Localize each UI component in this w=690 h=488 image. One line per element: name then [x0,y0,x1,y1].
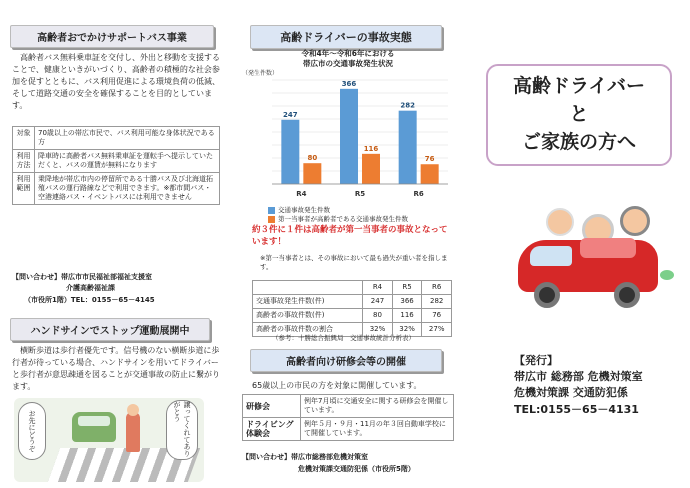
table-source: （参考：十勝総合振興局 交通事故統計分析表） [272,334,415,342]
cover-title-card [486,64,672,166]
issuer-label: 【発行】 [514,354,558,367]
row-text: 乗降地が帯広市内の停留所である十勝バス及び北海道拓殖バスの運行路線などで利用できます。※都市間バス・空港連絡バス・イベントバスには利用できません [35,173,220,205]
cell: 282 [422,295,452,309]
bar-elderly-R5 [362,154,380,184]
crosswalk-illustration [14,398,204,482]
wheel-icon [614,282,640,308]
y-axis-label: （発生件数） [242,70,279,77]
th [253,281,363,295]
row-label: 利用範囲 [13,173,35,205]
cell: 交通事故発生件数(件) [253,295,363,309]
training-section-title: 高齢者向け研修会等の開催 [250,349,442,372]
chart-title-1: 令和4年～令和6年における [301,49,395,58]
row-label: 研修会 [243,395,301,418]
bus-contact-2: 介護高齢福祉課 [66,284,115,292]
bus-description: 高齢者バス無料乗車証を交付し、外出と移動を支援することで、健康といきがいづくり、高齢者の積極的な社会参加を促すとともに、バス利用促進による環境負荷の低減、そして道路交通の安全を確保することを目的としています。 [12,53,220,110]
data-label: 366 [341,79,357,88]
accident-table [252,280,452,337]
th: R5 [392,281,422,295]
cover-title-2: と [569,103,589,125]
family-car-illustration [510,196,680,316]
cell: 76 [422,309,452,323]
cover-title-3: ご家族の方へ [521,131,636,153]
x-tick-label: R4 [296,190,307,198]
bus-contact-3: （市役所1階）TEL：0155－65－4145 [24,296,155,304]
table-row [243,418,454,441]
data-label: 116 [363,144,379,153]
x-tick-label: R6 [413,190,424,198]
training-table [242,394,454,441]
x-tick-label: R5 [354,190,366,198]
row-text: 降車時に高齢者バス無料乗車証を運転手へ提示していただくと、バスの運賃が無料になります [35,150,220,173]
row-label: ドライビング体験会 [243,418,301,441]
legend-label-1: 交通事故発生件数 [278,206,330,214]
cell: 366 [392,295,422,309]
row-text: 70歳以上の帯広市民で、バス利用可能な身体状況である方 [35,127,220,150]
issuer-tel: TEL:0155－65－4131 [514,403,639,416]
cell: 116 [392,309,422,323]
cell: 32% [363,323,393,337]
issuer-line-1: 帯広市 総務部 危機対策室 [514,370,643,383]
data-label: 247 [283,110,298,119]
training-contact-1: 【問い合わせ】帯広市総務部危機対策室 [242,453,368,461]
cell: 32% [392,323,422,337]
row-text: 例年５月・９月・11月の年３回自動車学校にて開催しています。 [301,418,454,441]
speech-bubble-right: 譲ってくれてありがとう [166,400,198,460]
bus-info-table [12,126,220,205]
table-row [243,395,454,418]
legend-item-2 [268,215,408,224]
chart-title-2: 帯広市の交通事故発生状況 [303,59,393,68]
th: R4 [363,281,393,295]
cell: 27% [422,323,452,337]
training-intro: 65歳以上の市民の方を対象に開催しています。 [252,381,422,390]
th: R6 [422,281,452,295]
wheel-icon [534,282,560,308]
table-row [253,295,452,309]
legend-label-2: 第一当事者が高齢者である交通事故発生件数 [278,215,408,223]
cell: 247 [363,295,393,309]
pedestrian-icon [126,412,140,452]
bar-total-R6 [399,111,417,184]
cell: 高齢者の事故件数の割合 [253,323,363,337]
training-contact-2: 危機対策課交通防犯係（市役所5階） [298,465,415,473]
row-text: 例年7月頃に交通安全に関する研修会を開催しています。 [301,395,454,418]
legend-item-1 [268,206,408,215]
highlight-text: 約３件に１件は高齢者が第一当事者の事故となっています！ [252,225,448,247]
bar-elderly-R6 [421,164,439,184]
bus-section-title: 高齢者おでかけサポートバス事業 [10,25,214,48]
accident-section-title: 高齢ドライバーの事故実態 [250,25,442,49]
speech-bubble-left: お先にどうぞ [18,402,46,460]
data-label: 80 [307,154,318,163]
footnote: ※第一当事者とは、その事故において最も過失が重い者を指します。 [260,254,448,271]
bar-elderly-R4 [303,163,321,184]
bar-total-R5 [340,89,358,184]
table-row [253,309,452,323]
issuer-line-2: 危機対策課 交通防犯係 [514,386,628,399]
accident-chart [238,66,458,206]
cell: 80 [363,309,393,323]
hand-sign-description: 横断歩道は歩行者優先です。信号機のない横断歩道に歩行者が待っている場合、ハンドサインを用いてドライバーと歩行者が意思疎通を図ることが交通事故の防止に繋がります。 [12,346,220,391]
cover-title-1: 高齢ドライバー [512,75,646,97]
bar-total-R4 [281,120,299,184]
hand-sign-title: ハンドサインでストップ運動展開中 [10,318,210,341]
cell: 高齢者の事故件数(件) [253,309,363,323]
bus-contact-1: 【問い合わせ】帯広市市民福祉部福祉支援室 [12,273,152,281]
data-label: 76 [424,155,435,164]
data-label: 282 [400,101,415,110]
row-label: 対象 [13,127,35,150]
row-label: 利用方法 [13,150,35,173]
